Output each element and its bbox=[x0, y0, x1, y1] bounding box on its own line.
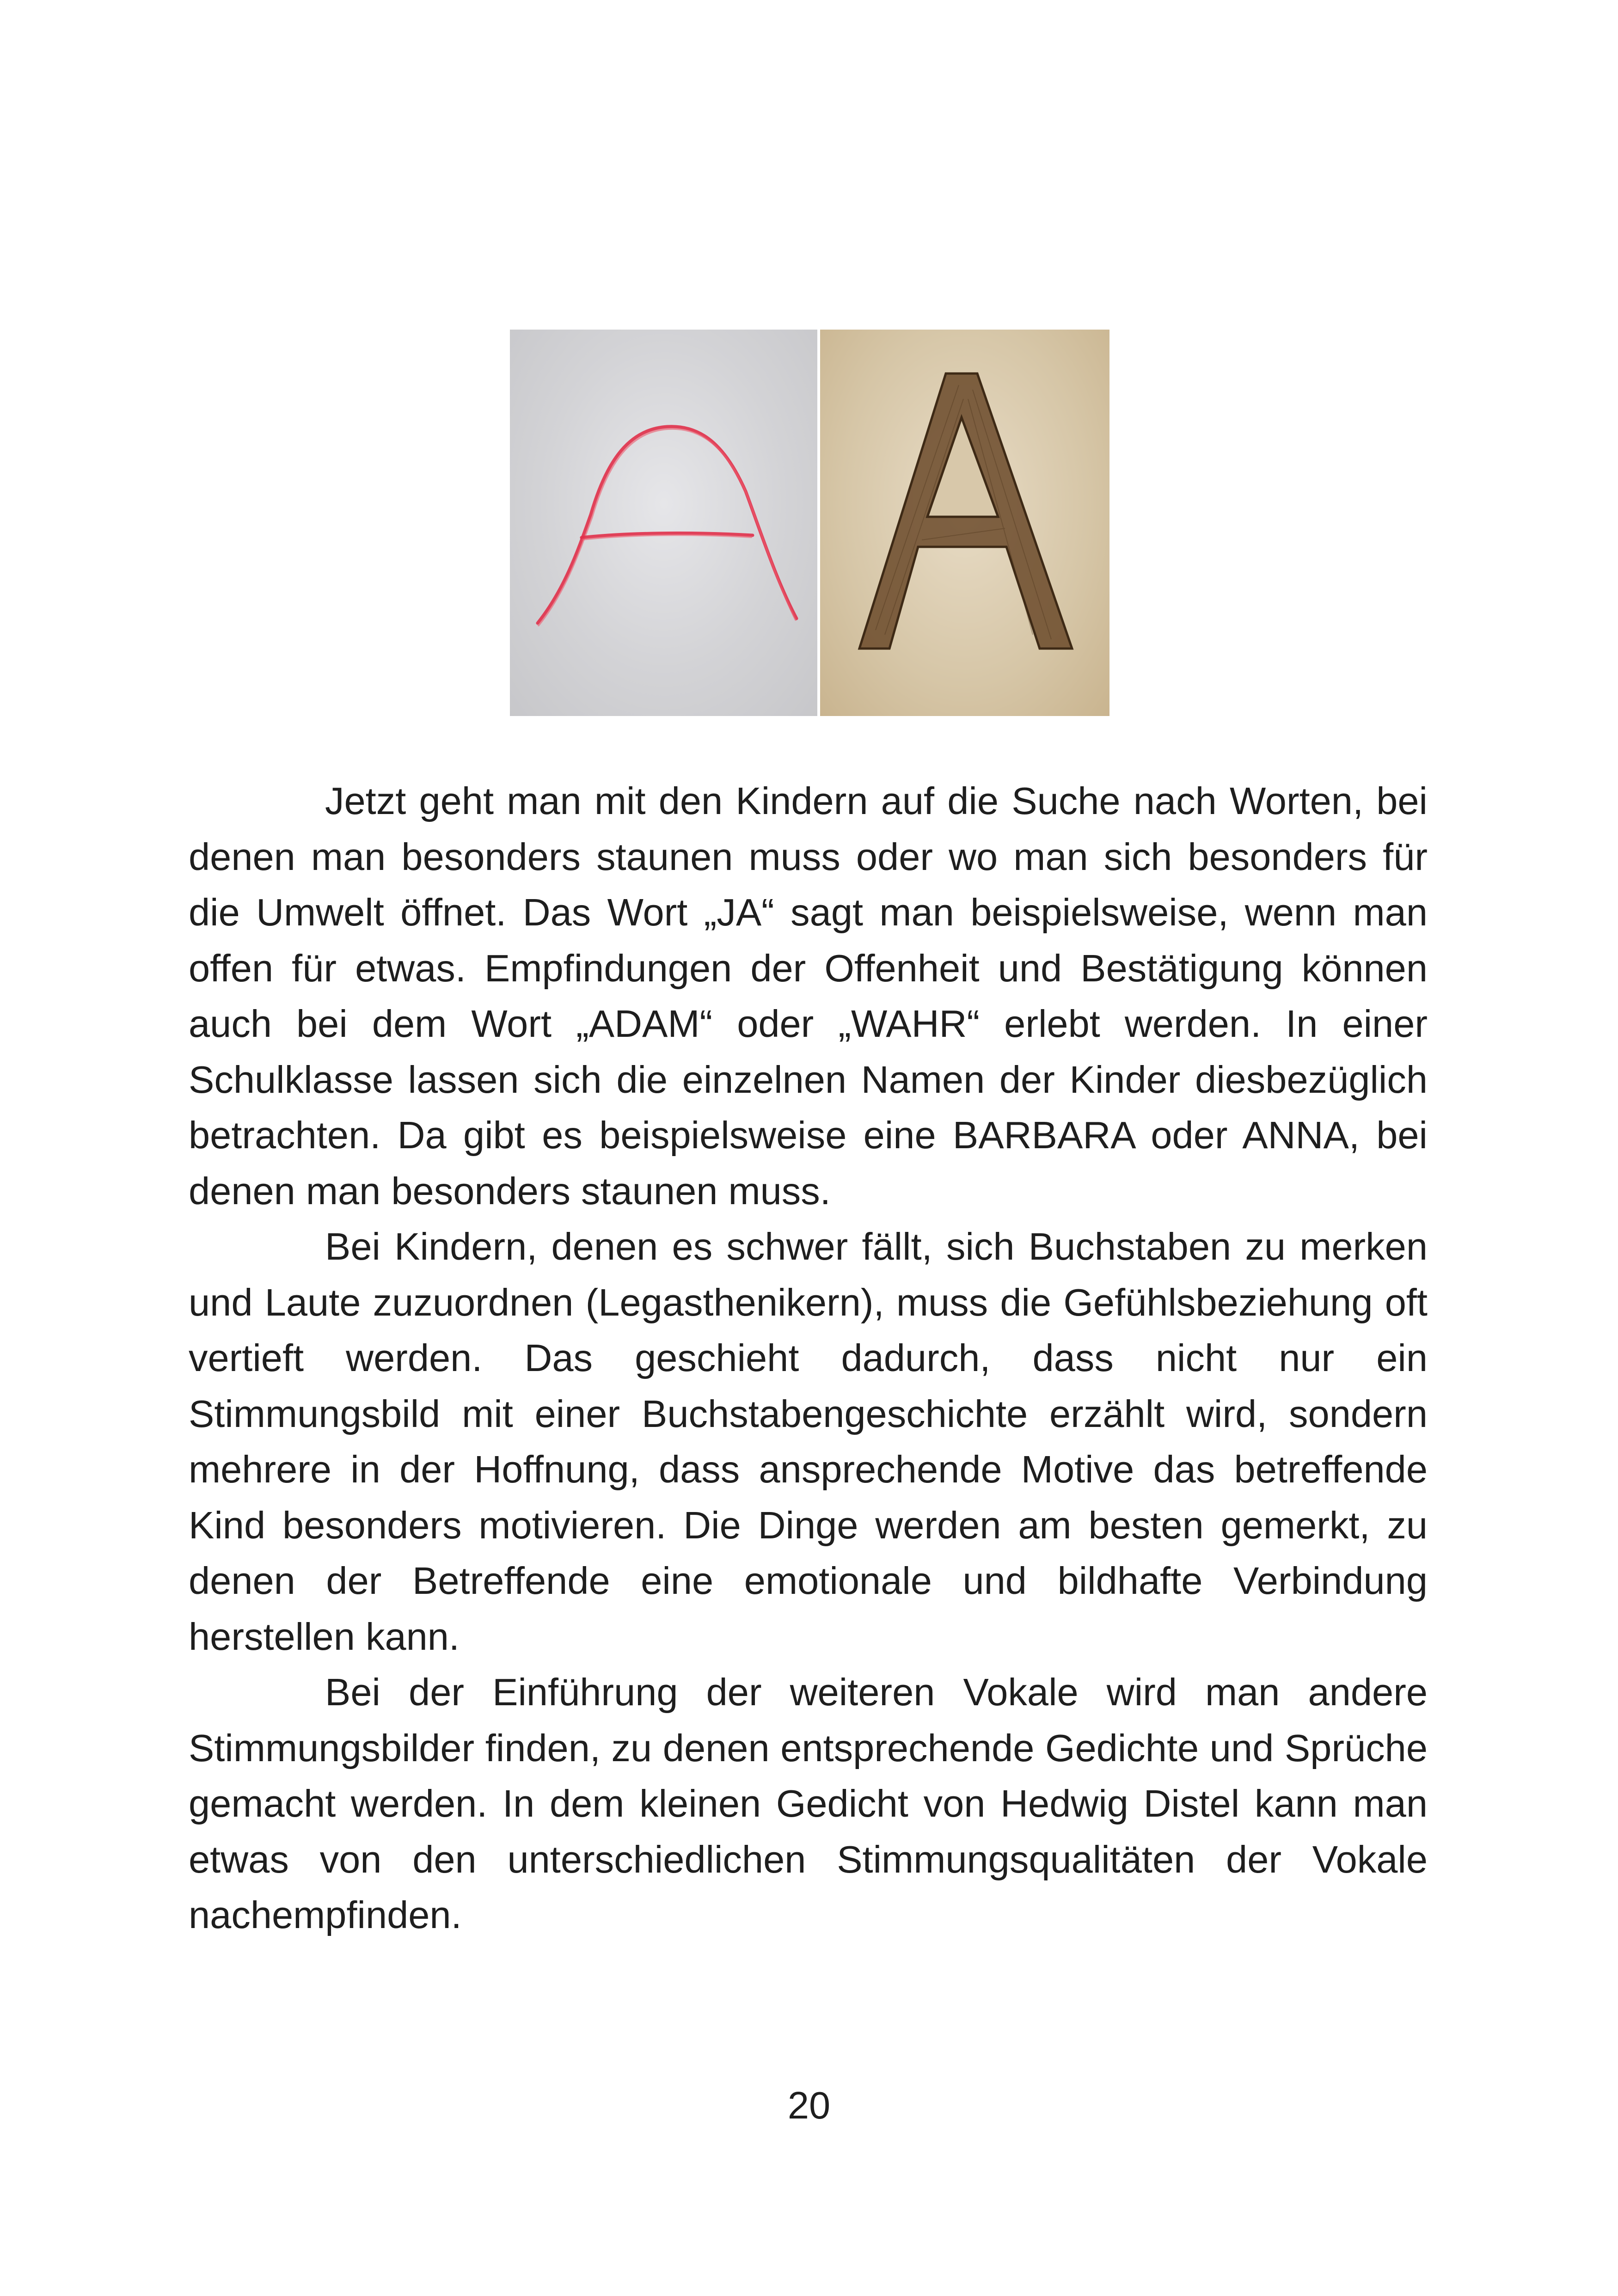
paragraph-3: Bei der Einführung der weiteren Vokale wird man andere Stimmungsbilder finden, zu denen entsprechende Gedichte und Sprüche gemacht werden. In dem kleinen Gedicht von Hedwig Distel kann man etwas von den unterschiedlichen Stimmungsqualitäten der Vokale nachempfinden. bbox=[189, 1671, 1428, 1936]
brown-letter-a-image bbox=[820, 330, 1109, 716]
paragraph-1: Jetzt geht man mit den Kindern auf die Suche nach Worten, bei denen man besonders staunen muss oder wo man sich besonders für die Umwelt öffnet. Das Wort „JA“ sagt man beispielsweise, wenn man offen für etwas. Empfindungen der Offenheit und Bestätigung können auch bei dem Wort „ADAM“ oder „WAHR“ erlebt werden. In einer Schulklasse lassen sich die einzelnen Namen der Kinder diesbezüglich betrachten. Da gibt es beispielsweise eine BARBARA oder ANNA, bei denen man besonders staunen muss. bbox=[189, 779, 1428, 1212]
brown-letter-a-drawing bbox=[820, 330, 1109, 716]
paragraph-2: Bei Kindern, denen es schwer fällt, sich Buchstaben zu merken und Laute zuzuordnen (Legasthenikern), muss die Gefühlsbeziehung oft vertieft werden. Das geschieht dadurch, dass nicht nur ein Stimmungsbild mit einer Buchstabengeschichte erzählt wird, sondern mehrere in der Hoffnung, dass ansprechende Motive das betreffende Kind besonders motivieren. Die Dinge werden am besten gemerkt, zu denen der Betreffende eine emotionale und bildhafte Verbindung herstellen kann. bbox=[189, 1225, 1428, 1658]
letter-a-figure bbox=[510, 330, 1109, 716]
body-text bbox=[189, 773, 1428, 1943]
red-letter-a-image bbox=[510, 330, 817, 716]
red-letter-a-drawing bbox=[510, 330, 817, 716]
page-number: 20 bbox=[787, 2084, 831, 2127]
